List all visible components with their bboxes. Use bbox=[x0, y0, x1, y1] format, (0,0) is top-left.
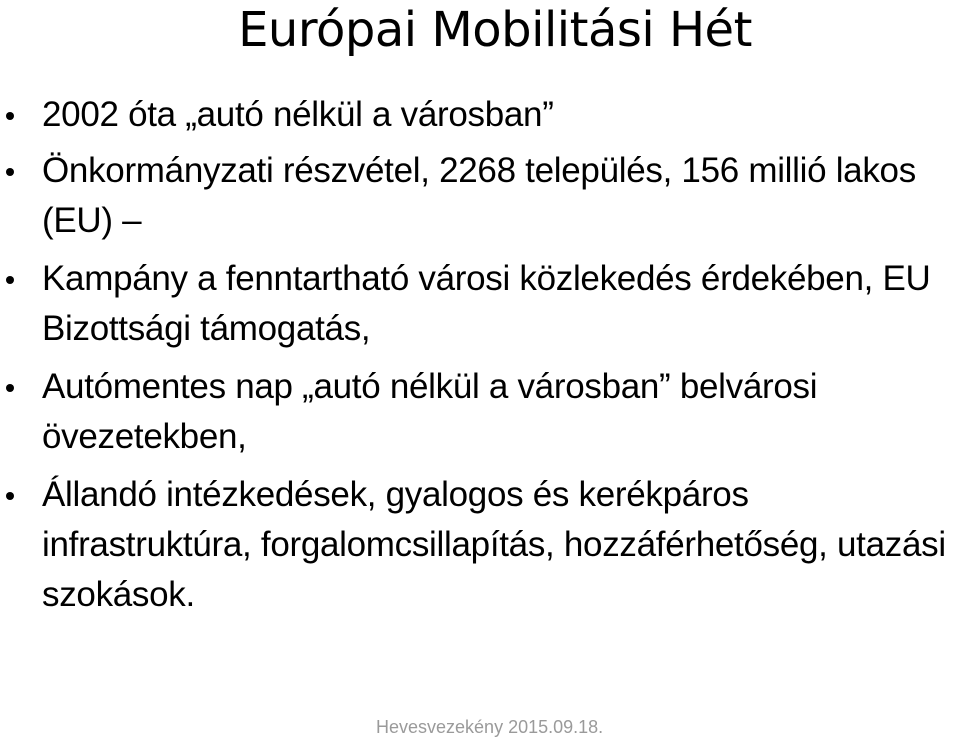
bullet-text: 2002 óta „autó nélkül a városban” bbox=[42, 95, 554, 134]
bullet-dot-icon bbox=[6, 168, 14, 176]
bullet-dot-icon bbox=[6, 384, 14, 392]
bullet-dot-icon bbox=[6, 492, 14, 500]
bullet-item-car-free-day bbox=[0, 362, 960, 462]
bullet-list bbox=[0, 90, 960, 620]
slide-footer: Hevesvezekény 2015.09.18. bbox=[376, 717, 604, 737]
bullet-dot-icon bbox=[6, 276, 14, 284]
bullet-text: Állandó intézkedések, gyalogos és kerékpáros infrastruktúra, forgalomcsillapítás, hozzáférhetőség, utazási szokások. bbox=[42, 475, 946, 614]
bullet-item-participation bbox=[0, 146, 960, 246]
bullet-item-since-2002 bbox=[0, 90, 960, 140]
bullet-dot-icon bbox=[6, 112, 14, 120]
bullet-item-campaign bbox=[0, 254, 960, 354]
bullet-text: Kampány a fenntartható városi közlekedés érdekében, EU Bizottsági támogatás, bbox=[42, 259, 931, 348]
bullet-item-permanent-measures bbox=[0, 470, 960, 620]
bullet-text: Autómentes nap „autó nélkül a városban” belvárosi övezetekben, bbox=[42, 367, 818, 456]
bullet-text: Önkormányzati részvétel, 2268 település, 156 millió lakos (EU) – bbox=[42, 151, 916, 240]
slide-title: Európai Mobilitási Hét bbox=[238, 2, 752, 58]
